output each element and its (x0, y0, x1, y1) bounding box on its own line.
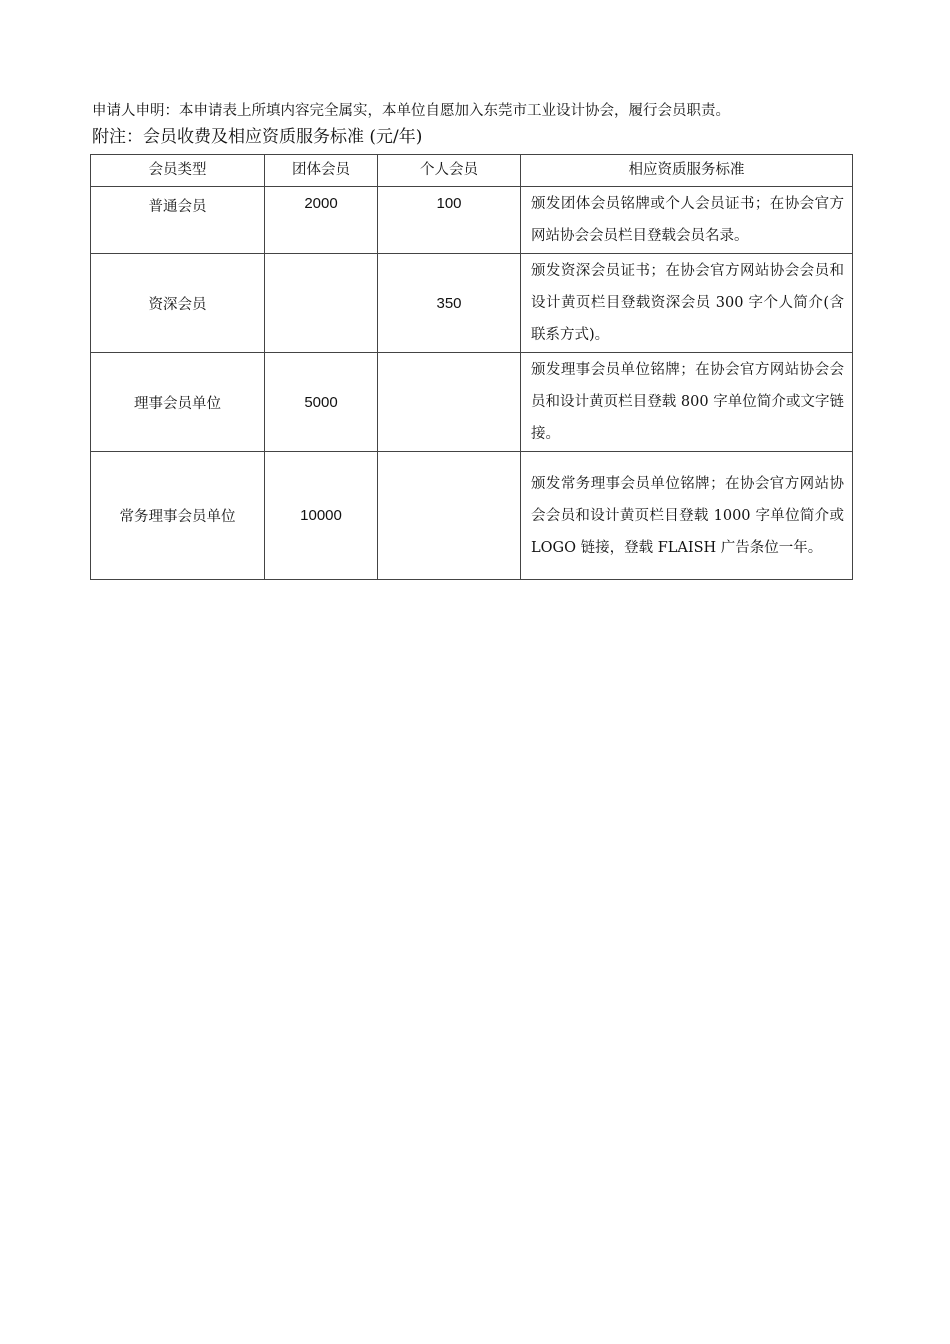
individual-fee-cell: 350 (378, 254, 521, 353)
group-fee-cell: 5000 (265, 353, 378, 452)
header-service-standard: 相应资质服务标准 (521, 155, 853, 187)
service-standard-cell: 颁发常务理事会员单位铭牌；在协会官方网站协会会员和设计黄页栏目登载 1000 字单位简介或 LOGO 链接，登载 FLAISH 广告条位一年。 (521, 452, 853, 580)
header-member-type: 会员类型 (91, 155, 265, 187)
header-group-member: 团体会员 (265, 155, 378, 187)
individual-fee-cell (378, 452, 521, 580)
member-type-cell: 资深会员 (91, 254, 265, 353)
member-type-cell: 常务理事会员单位 (91, 452, 265, 580)
service-standard-cell: 颁发资深会员证书；在协会官方网站协会会员和设计黄页栏目登载资深会员 300 字个人简介(含联系方式)。 (521, 254, 853, 353)
service-standard-cell: 颁发团体会员铭牌或个人会员证书；在协会官方网站协会会员栏目登载会员名录。 (521, 187, 853, 254)
individual-fee-cell (378, 353, 521, 452)
table-row (91, 254, 853, 353)
fee-note-title: 附注：会员收费及相应资质服务标准 (元/年) (92, 127, 423, 147)
group-fee-cell: 10000 (265, 452, 378, 580)
table-header-row (91, 155, 853, 187)
table-row (91, 187, 853, 254)
header-individual-member: 个人会员 (378, 155, 521, 187)
table-row (91, 353, 853, 452)
member-type-cell: 理事会员单位 (91, 353, 265, 452)
service-standard-cell: 颁发理事会员单位铭牌；在协会官方网站协会会员和设计黄页栏目登载 800 字单位简介或文字链接。 (521, 353, 853, 452)
applicant-declaration: 申请人申明：本申请表上所填内容完全属实，本单位自愿加入东莞市工业设计协会，履行会员职责。 (92, 103, 730, 119)
group-fee-cell: 2000 (265, 187, 378, 254)
group-fee-cell (265, 254, 378, 353)
individual-fee-cell: 100 (378, 187, 521, 254)
membership-fee-table (90, 154, 853, 580)
table-row (91, 452, 853, 580)
member-type-cell: 普通会员 (91, 187, 265, 254)
